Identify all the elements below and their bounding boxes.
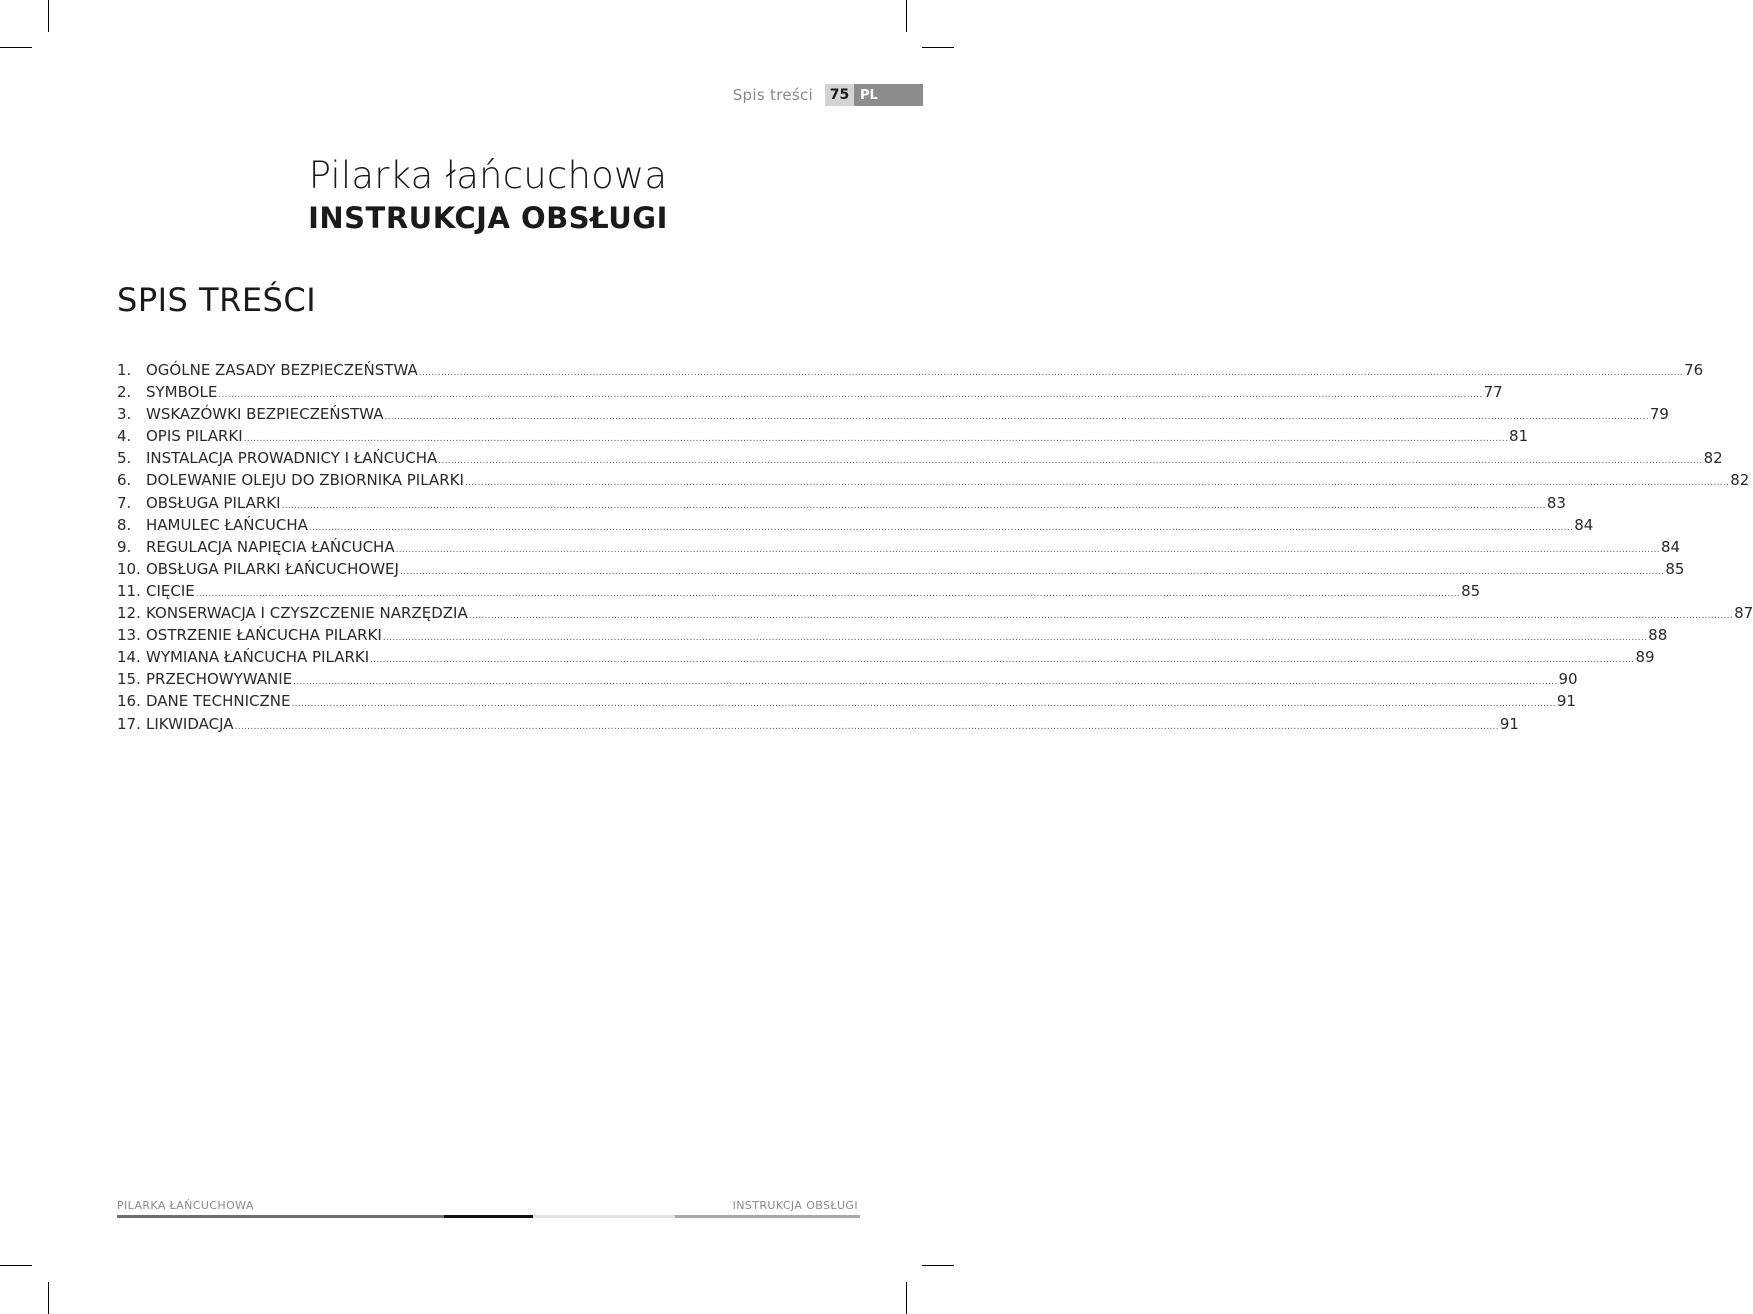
toc-dot-leader: ................................................................................................................................................................................................................................................................................................................................................................................................................ — [281, 500, 1546, 511]
footer-left-label: PILARKA ŁAŃCUCHOWA — [117, 1199, 254, 1212]
toc-entry-label: REGULACJA NAPIĘCIA ŁAŃCUCHA — [146, 537, 395, 556]
page-number: 75 — [825, 84, 854, 106]
toc-entry — [117, 648, 1655, 670]
footer-right-label: INSTRUKCJA OBSŁUGI — [732, 1199, 858, 1212]
footer-bar-segment — [533, 1215, 675, 1218]
toc-entry-number: 11. — [117, 581, 141, 600]
toc-entry-page: 91 — [1499, 714, 1519, 733]
toc-entry-label: KONSERWACJA I CZYSZCZENIE NARZĘDZIA — [146, 604, 468, 623]
toc-entry-page: 83 — [1546, 493, 1566, 512]
toc-entry-number: 5. — [117, 449, 132, 468]
toc-entry-label: OSTRZENIE ŁAŃCUCHA PILARKI — [146, 626, 382, 645]
toc-entry — [117, 515, 1594, 538]
toc-entry-label: SYMBOLE — [146, 383, 218, 402]
toc-entry-label: OPIS PILARKI — [146, 427, 243, 446]
toc-entry — [117, 405, 1669, 427]
toc-entry-label: HAMULEC ŁAŃCUCHA — [146, 515, 308, 534]
toc-entry — [117, 581, 1481, 604]
toc-dot-leader: ................................................................................................................................................................................................................................................................................................................................................................................................................ — [291, 699, 1556, 710]
toc-entry-page: 89 — [1635, 648, 1655, 667]
toc-entry-number: 9. — [117, 537, 132, 556]
toc-heading: SPIS TREŚCI — [117, 281, 317, 319]
toc-entry-page: 90 — [1558, 670, 1578, 689]
toc-entry-page: 79 — [1649, 405, 1669, 424]
toc-entry — [117, 692, 1576, 714]
footer-bar-segment — [675, 1215, 860, 1218]
toc-dot-leader: ................................................................................................................................................................................................................................................................................................................................................................................................................ — [468, 611, 1734, 622]
toc-entry-page: 84 — [1574, 515, 1594, 534]
toc-entry-number: 2. — [117, 383, 132, 402]
crop-mark — [0, 47, 32, 48]
toc-dot-leader: ................................................................................................................................................................................................................................................................................................................................................................................................................ — [308, 522, 1574, 533]
toc-entry-label: OBSŁUGA PILARKI — [146, 493, 281, 512]
toc-entry — [117, 670, 1578, 692]
toc-dot-leader: ................................................................................................................................................................................................................................................................................................................................................................................................................ — [384, 412, 1649, 423]
crop-mark — [906, 1282, 907, 1314]
document-subtitle: INSTRUKCJA OBSŁUGI — [308, 201, 668, 235]
toc-entry-number: 14. — [117, 648, 141, 667]
crop-mark — [922, 47, 954, 48]
toc-entry-label: OGÓLNE ZASADY BEZPIECZEŃSTWA — [146, 361, 418, 379]
toc-entry-label: DOLEWANIE OLEJU DO ZBIORNIKA PILARKI — [146, 471, 464, 490]
toc-entry-number: 17. — [117, 714, 141, 733]
toc-entry — [117, 626, 1668, 648]
crop-mark — [906, 0, 907, 32]
toc-dot-leader: ................................................................................................................................................................................................................................................................................................................................................................................................................ — [395, 544, 1660, 555]
toc-entry-page: 88 — [1648, 626, 1668, 645]
toc-entry-page: 87 — [1734, 604, 1753, 623]
toc-entry-number: 13. — [117, 626, 141, 645]
toc-entry-label: WYMIANA ŁAŃCUCHA PILARKI — [146, 648, 370, 667]
toc-entry — [117, 604, 1753, 626]
toc-entry-number: 6. — [117, 471, 132, 490]
toc-dot-leader: ................................................................................................................................................................................................................................................................................................................................................................................................................ — [438, 456, 1703, 467]
toc-entry-page: 91 — [1556, 692, 1576, 711]
language-badge: PL — [854, 84, 923, 106]
toc-entry — [117, 559, 1685, 582]
toc-entry-number: 7. — [117, 493, 132, 512]
toc-entry-number: 16. — [117, 692, 141, 711]
header-section-label: Spis treści — [732, 86, 813, 104]
toc-entry-page: 81 — [1509, 427, 1529, 446]
document-title: Pilarka łańcuchowa — [308, 154, 668, 197]
crop-mark — [48, 1282, 49, 1314]
toc-dot-leader: ................................................................................................................................................................................................................................................................................................................................................................................................................ — [399, 566, 1665, 577]
footer-bar-segment — [117, 1215, 444, 1218]
table-of-contents — [117, 361, 1753, 737]
toc-entry-label: PRZECHOWYWANIE — [146, 670, 293, 689]
toc-dot-leader: ................................................................................................................................................................................................................................................................................................................................................................................................................ — [418, 368, 1684, 378]
toc-entry-label: LIKWIDACJA — [146, 714, 234, 733]
toc-entry-page: 82 — [1730, 471, 1750, 490]
toc-entry-label: OBSŁUGA PILARKI ŁAŃCUCHOWEJ — [146, 559, 399, 578]
toc-entry-number: 8. — [117, 515, 132, 534]
toc-entry-label: CIĘCIE — [146, 581, 195, 600]
toc-dot-leader: ................................................................................................................................................................................................................................................................................................................................................................................................................ — [293, 677, 1558, 688]
crop-mark — [922, 1265, 954, 1266]
toc-dot-leader: ................................................................................................................................................................................................................................................................................................................................................................................................................ — [218, 390, 1483, 401]
footer-bar-segment — [444, 1215, 533, 1218]
toc-entry — [117, 383, 1503, 405]
toc-entry-number: 10. — [117, 559, 141, 578]
toc-entry-page: 85 — [1461, 581, 1481, 600]
toc-entry — [117, 714, 1519, 737]
toc-entry-label: WSKAZÓWKI BEZPIECZEŃSTWA — [146, 405, 384, 424]
crop-mark — [0, 1265, 32, 1266]
toc-entry-page: 84 — [1660, 537, 1681, 556]
toc-entry-page: 77 — [1483, 383, 1503, 402]
toc-entry-page: 82 — [1703, 449, 1723, 468]
toc-dot-leader: ................................................................................................................................................................................................................................................................................................................................................................................................................ — [243, 434, 1509, 445]
toc-dot-leader: ................................................................................................................................................................................................................................................................................................................................................................................................................ — [464, 478, 1730, 489]
toc-entry-number: 1. — [117, 361, 132, 379]
toc-entry-label: DANE TECHNICZNE — [146, 692, 291, 711]
crop-mark — [48, 0, 49, 32]
toc-dot-leader: ................................................................................................................................................................................................................................................................................................................................................................................................................ — [370, 655, 1635, 666]
toc-entry-number: 12. — [117, 604, 141, 623]
toc-entry — [117, 471, 1750, 493]
toc-entry-page: 85 — [1665, 559, 1685, 578]
toc-dot-leader: ................................................................................................................................................................................................................................................................................................................................................................................................................ — [234, 721, 1499, 732]
toc-dot-leader: ................................................................................................................................................................................................................................................................................................................................................................................................................ — [195, 588, 1461, 599]
toc-entry-number: 15. — [117, 670, 141, 689]
toc-dot-leader: ................................................................................................................................................................................................................................................................................................................................................................................................................ — [382, 633, 1648, 644]
toc-entry-number: 4. — [117, 427, 132, 446]
toc-entry — [117, 493, 1566, 516]
toc-entry — [117, 537, 1681, 560]
toc-entry-label: INSTALACJA PROWADNICY I ŁAŃCUCHA — [146, 449, 438, 468]
toc-entry-number: 3. — [117, 405, 132, 424]
toc-entry — [117, 361, 1704, 383]
toc-entry — [117, 427, 1529, 449]
toc-entry — [117, 449, 1723, 471]
toc-entry-page: 76 — [1684, 361, 1704, 379]
